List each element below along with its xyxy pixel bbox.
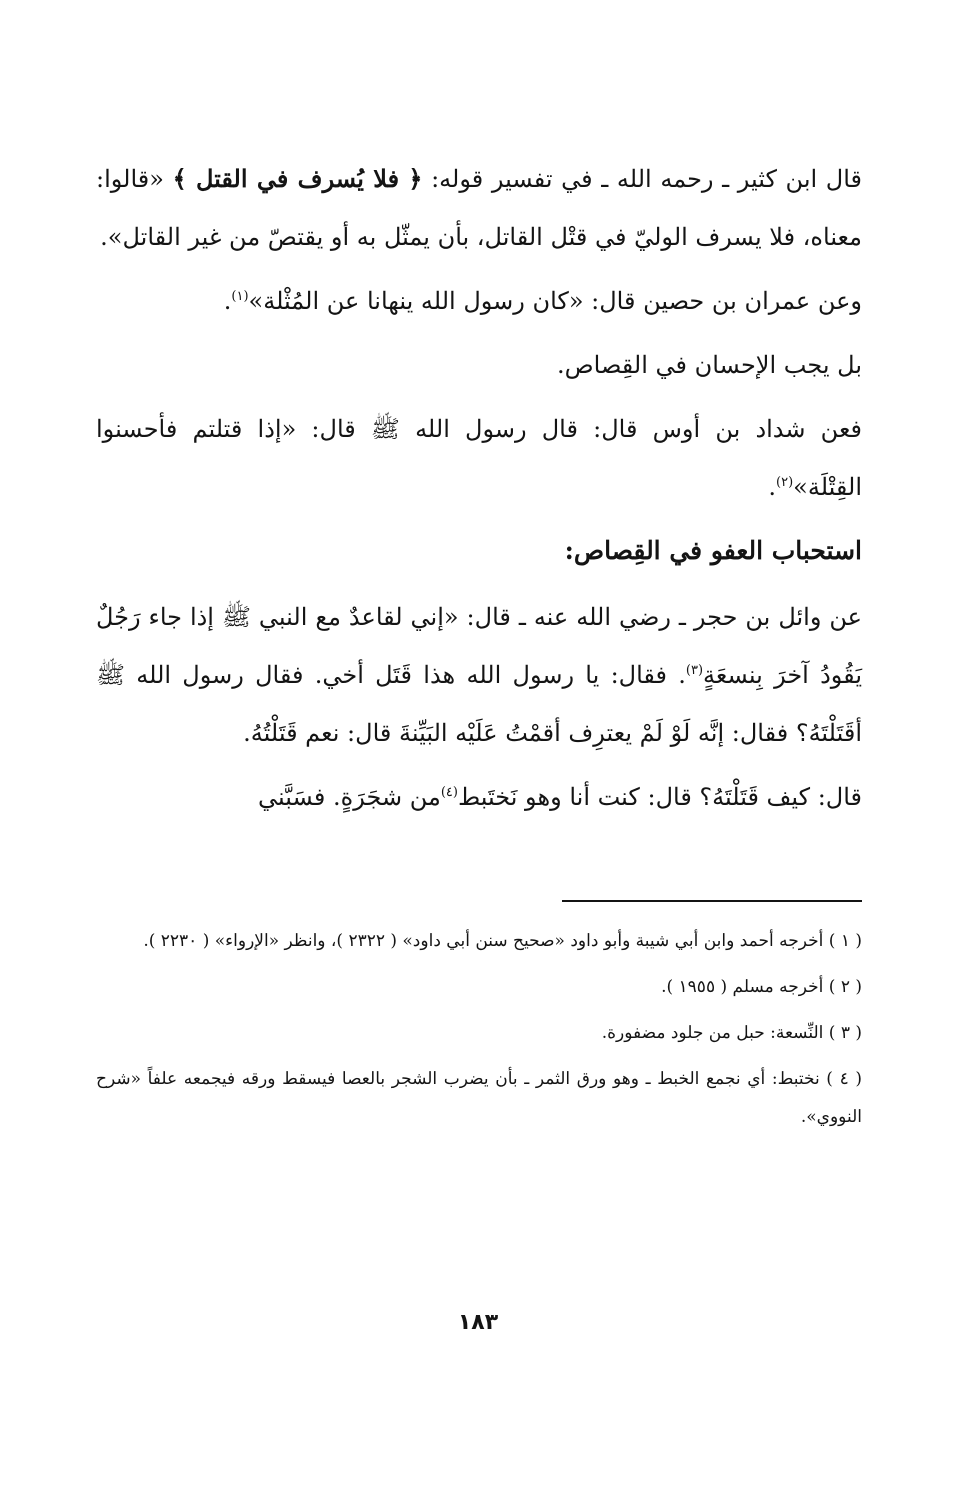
quran-verse: ﴿ فلا يُسرف في القتل ﴾ xyxy=(172,164,423,193)
paragraph-ihsan xyxy=(96,336,862,394)
footnote-ref: (٣) xyxy=(685,663,704,678)
text-run: . xyxy=(223,287,232,315)
text-run: بل يجب الإحسان في القِصاص. xyxy=(556,351,862,379)
footnote-divider xyxy=(562,900,862,902)
footnote-3: ( ٣ ) النِّسعة: حبل من جلود مضفورة. xyxy=(601,1023,862,1043)
text-run: . فقال: يا رسول الله هذا قَتَل أخي. فقال رسول الله ﷺ أقَتَلْتَهُ؟ فقال: إنَّه لَوْ لَمْ يعترِف أقمْتُ عَلَيْه البَيِّنةَ قال: نعم قَتَلْتُهُ. xyxy=(96,661,862,747)
text-run: وعن عمران بن حصين قال: «كان رسول الله ينهانا عن المُثْلة» xyxy=(248,287,862,315)
page-number: ١٨٣ xyxy=(457,1310,499,1335)
text-run: . xyxy=(768,473,776,501)
footnote-4: ( ٤ ) نختبط: أي نجمع الخبط ـ وهو ورق الثمر ـ بأن يضرب الشجر بالعصا فيسقط ورقه فيجمعه علفاً «شرح النووي». xyxy=(96,1069,862,1127)
paragraph-shaddad xyxy=(96,400,862,516)
paragraph-kayfa xyxy=(96,768,862,826)
text-run: فعن شداد بن أوس قال: قال رسول الله ﷺ قال: «إذا قتلتم فأحسنوا القِتْلَة» xyxy=(96,415,862,501)
text-run: من شجَرَةٍ. فسَبَّني xyxy=(258,783,441,811)
paragraph-wail xyxy=(96,588,862,762)
paragraph-imran xyxy=(96,272,862,330)
main-text xyxy=(96,150,862,832)
text-run: قال ابن كثير ـ رحمه الله ـ في تفسير قوله: xyxy=(422,165,863,193)
footnote-ref: (٢) xyxy=(776,475,794,490)
footnotes xyxy=(96,922,862,1144)
footnote-ref: (٤) xyxy=(440,785,458,800)
text-run: «قالوا: معناه، فلا يسرف الوليّ في قتْل القاتل، بأن يمثّل به أو يقتصّ من غير القاتل». xyxy=(96,165,862,251)
text-run: عن وائل بن حجر ـ رضي الله عنه ـ قال: «إني لقاعدٌ مع النبي ﷺ إذا جاء رَجُلٌ يَقُودُ آخرَ بِنسعَةٍ xyxy=(96,603,862,689)
paragraph-ibn-kathir xyxy=(96,150,862,266)
text-run: قال: كيف قَتَلْتَهُ؟ قال: كنت أنا وهو نَختَبط xyxy=(457,783,862,811)
footnote-ref: (١) xyxy=(231,289,249,304)
footnote-2: ( ٢ ) أخرجه مسلم ( ١٩٥٥ ). xyxy=(661,977,862,997)
footnote-1: ( ١ ) أخرجه أحمد وابن أبي شيبة وأبو داود «صحيح سنن أبي داود» ( ٢٣٢٢ )، وانظر «الإرواء» ( ٢٢٣٠ ). xyxy=(143,931,862,951)
section-heading: استحباب العفو في القِصاص: xyxy=(564,536,862,565)
